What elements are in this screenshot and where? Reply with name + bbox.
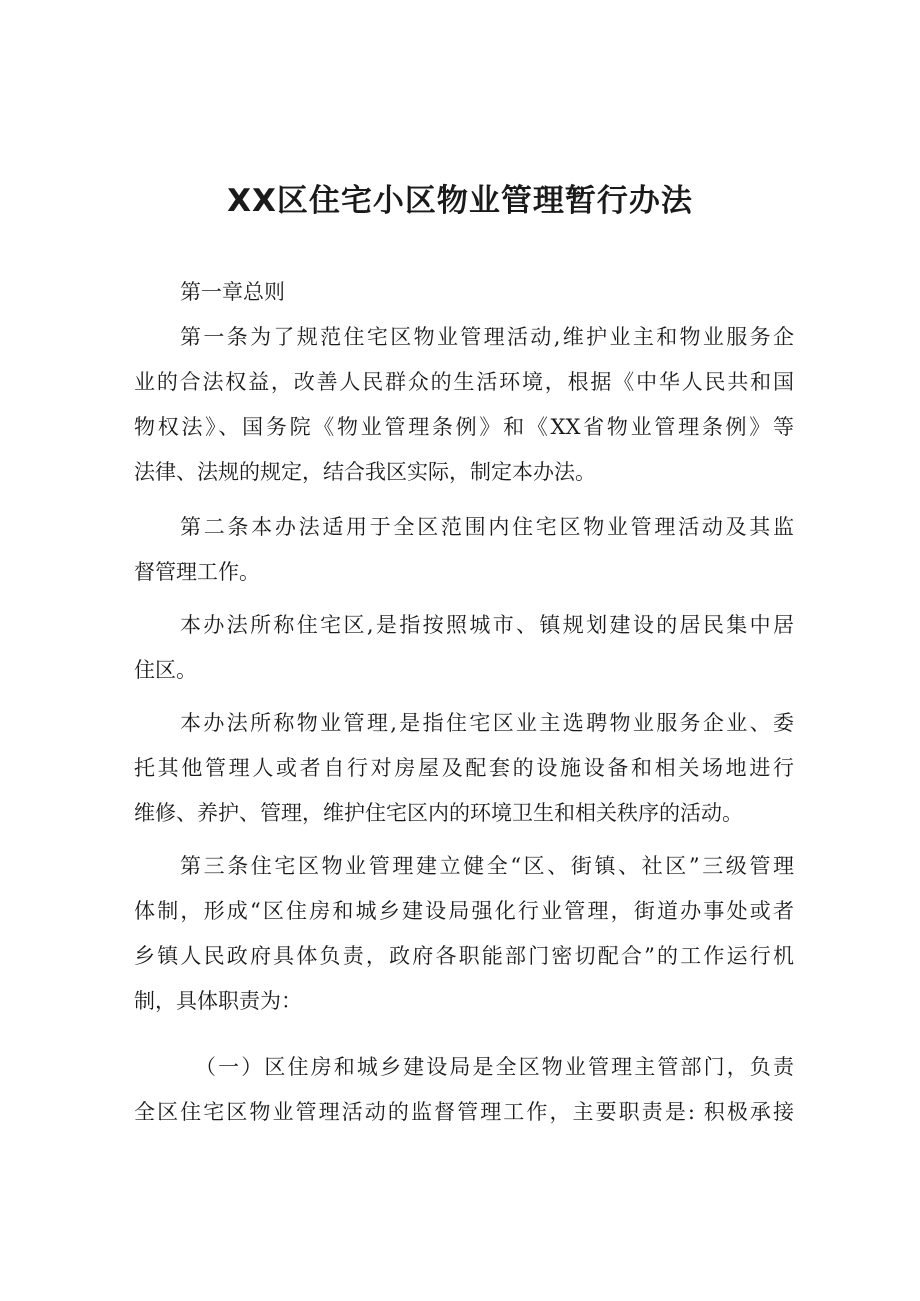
article-2-line-1: 第二条本办法适用于全区范围内住宅区物业管理活动及其监 bbox=[180, 515, 794, 539]
chapter-heading: 第一章总则 bbox=[180, 280, 285, 304]
article-3-line-1: 第三条住宅区物业管理建立健全“区、街镇、社区”三级管理 bbox=[180, 854, 794, 878]
article-2-line-2: 督管理工作。 bbox=[134, 560, 260, 584]
residential-definition-line-1: 本办法所称住宅区,是指按照城市、镇规划建设的居民集中居 bbox=[180, 613, 794, 637]
article-1-line-2: 业的合法权益，改善人民群众的生活环境，根据《中华人民共和国 bbox=[134, 370, 794, 394]
article-3-line-4: 制，具体职责为： bbox=[134, 989, 302, 1013]
item-1-line-2: 全区住宅区物业管理活动的监督管理工作，主要职责是: 积极承接 bbox=[134, 1100, 794, 1124]
document-title: XX区住宅小区物业管理暂行办法 bbox=[227, 183, 693, 219]
property-management-line-3: 维修、养护、管理，维护住宅区内的环境卫生和相关秩序的活动。 bbox=[134, 801, 743, 825]
article-3-line-2: 体制，形成“区住房和城乡建设局强化行业管理，街道办事处或者 bbox=[134, 899, 794, 923]
property-management-line-1: 本办法所称物业管理,是指住宅区业主选聘物业服务企业、委 bbox=[180, 711, 794, 735]
article-1-line-4: 法律、法规的规定，结合我区实际，制定本办法。 bbox=[134, 460, 596, 484]
property-management-line-2: 托其他管理人或者自行对房屋及配套的设施设备和相关场地进行 bbox=[134, 756, 794, 780]
article-1-line-1: 第一条为了规范住宅区物业管理活动,维护业主和物业服务企 bbox=[180, 325, 794, 349]
item-1-line-1: （一）区住房和城乡建设局是全区物业管理主管部门，负责 bbox=[195, 1055, 794, 1079]
article-1-line-3: 物权法》、国务院《物业管理条例》和《XX省物业管理条例》等 bbox=[134, 415, 794, 439]
residential-definition-line-2: 住区。 bbox=[134, 658, 197, 682]
article-3-line-3: 乡镇人民政府具体负责，政府各职能部门密切配合”的工作运行机 bbox=[134, 944, 794, 968]
